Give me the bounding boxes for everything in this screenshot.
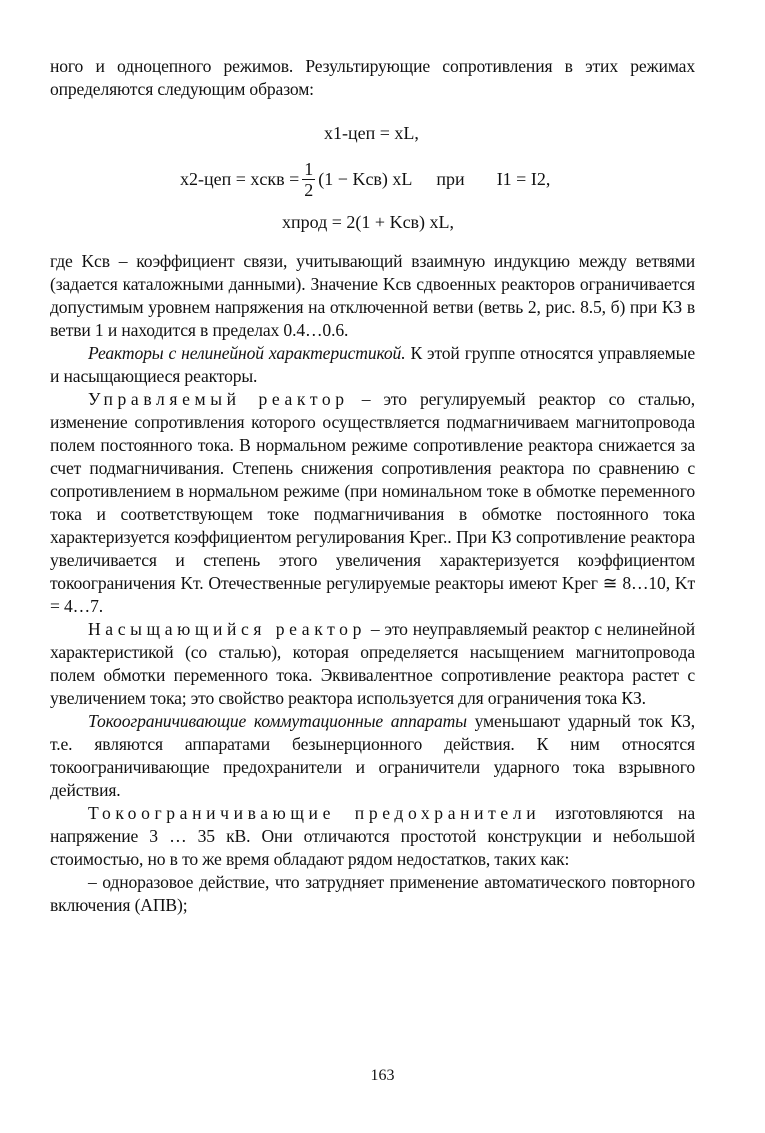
paragraph-coupling-coefficient: где Kсв – коэффициент связи, учитывающий взаимную индукцию между ветвями (задается каталожными данными). Значение Kсв сдвоенных реакторов ограничивается допустимым уровнем напряжения на отключенной ветви (ветвь 2, рис. 8.5, б) при КЗ в ветви 1 и находится в пределах 0.4…0.6. [50, 251, 695, 340]
equation-double-right: (1 − Kсв) xL [318, 168, 413, 189]
heading-current-limiting-apparatus: Токоограничивающие коммутационные аппараты [88, 711, 467, 731]
equation-fraction [302, 159, 315, 200]
equation-through-mode: xпрод = 2(1 + Kсв) xL, [282, 212, 455, 232]
paragraph-controlled-reactor [50, 388, 695, 618]
equation-condition-word: при [436, 168, 465, 189]
paragraph-intro: ного и одноцепного режимов. Результирующие сопротивления в этих режимах определяются следующим образом: [50, 56, 695, 99]
text-nonlinear-reactors: К этой группе относятся управляемые и насыщающиеся реакторы. [50, 343, 695, 386]
paragraph-current-limiting-apparatus [50, 710, 695, 802]
equation-single-circuit: x1-цеп = xL, [324, 123, 419, 143]
page-number: 163 [370, 1067, 395, 1084]
paragraph-current-limiting-fuses [50, 802, 695, 871]
equation-condition: I1 = I2, [496, 168, 551, 189]
page-body [50, 55, 695, 917]
equation-double-left: x2-цеп = xскв = [180, 168, 300, 189]
text-saturating-reactor: – это неуправляемый реактор с нелинейной характеристикой (со сталью), которая определяется насыщением магнитопровода полем обмотки переменного тока. Эквивалентное сопротивление реактора растет с увеличением тока; это свойство реактора используется для ограничения тока КЗ. [50, 619, 695, 708]
term-current-limiting-fuses: Токоограничивающие предохранители [88, 803, 541, 823]
text-controlled-reactor: – это регулируемый реактор со сталью, изменение сопротивления которого осуществляется подмагничиваем магнитопровода полем постоянного тока. В нормальном режиме сопротивление реактора снижается за счет подмагничивания. Степень снижения сопротивления реактора по сравнению с сопротивлением в нормальном режиме (при номинальном токе в обмотке переменного тока и соответствующем токе подмагничивания в обмотке постоянного тока характеризуется коэффициентом регулирования Kрег.. При КЗ сопротивление реактора увеличивается и степень этого увеличения характеризуется коэффициентом токоограничения Kт. Отечественные регулируемые реакторы имеют Kрег ≅ 8…10, Kт = 4…7. [50, 389, 696, 616]
term-controlled-reactor: Управляемый реактор [88, 389, 349, 409]
fraction-denominator: 2 [304, 179, 314, 200]
text-current-limiting-apparatus: уменьшают ударный ток КЗ, т.е. являются аппаратами безынерционного действия. К ним относятся токоограничивающие предохранители и ограничители ударного тока взрывного действия. [50, 711, 695, 800]
paragraph-nonlinear-reactors [50, 342, 695, 388]
heading-nonlinear-reactors: Реакторы с нелинейной характеристикой. [88, 343, 406, 363]
fraction-numerator: 1 [304, 158, 314, 179]
text-current-limiting-fuses: изготовляются на напряжение 3 … 35 кВ. Они отличаются простотой конструкции и небольшой стоимостью, но в то же время обладают рядом недостатков, таких как: [50, 803, 695, 869]
term-saturating-reactor: Насыщающийся реактор [88, 619, 366, 639]
equation-double-circuit [50, 155, 695, 203]
list-item-single-action: – одноразовое действие, что затрудняет применение автоматического повторного включения (АПВ); [50, 872, 695, 915]
paragraph-saturating-reactor [50, 618, 695, 710]
